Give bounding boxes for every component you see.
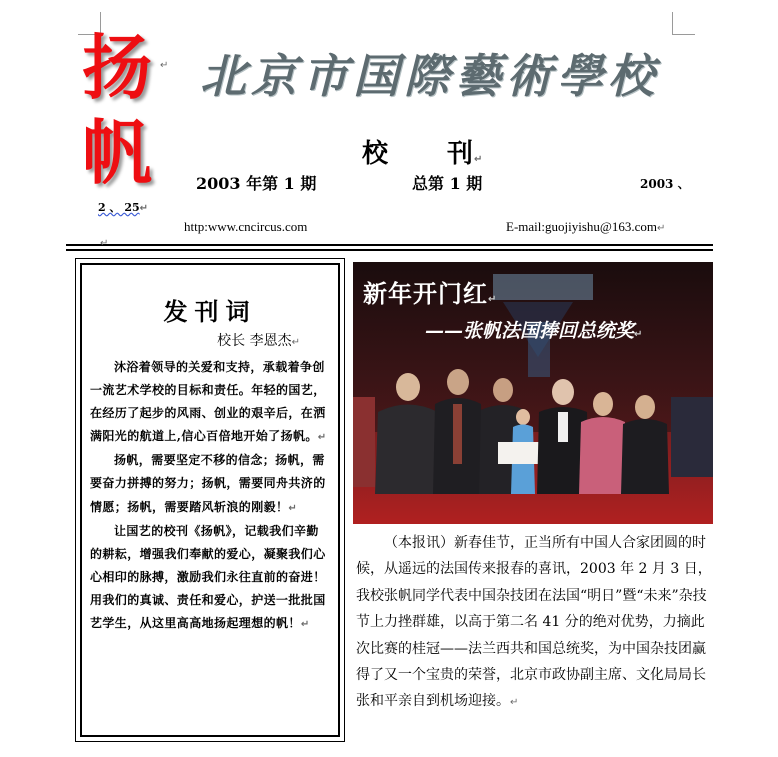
journal-title <box>362 133 483 170</box>
paragraph-mark: ↵ <box>100 238 109 249</box>
email-link[interactable] <box>506 219 665 235</box>
paragraph-mark: ↵ <box>288 502 298 514</box>
paragraph-mark: ↵ <box>657 223 666 234</box>
editorial-paragraph-1-text: 沐浴着领导的关爱和支持，承载着争创一流艺术学校的目标和责任。年轻的国艺，在经历了起步的风雨、创业的艰辛后，在洒满阳光的航道上,信心百倍地开始了扬帆。 <box>90 360 326 444</box>
photo-headline <box>363 274 497 309</box>
editorial-author <box>80 330 300 350</box>
school-name: 北京市国際藝術學校 <box>200 49 659 103</box>
paragraph-mark: ↵ <box>300 619 310 631</box>
crop-mark-top-right <box>672 12 695 35</box>
paragraph-mark: ↵ <box>160 60 169 71</box>
photo-subheadline <box>425 316 642 343</box>
editorial-paragraph-2 <box>90 449 330 519</box>
issue-date-part2-text: 2 、 25 <box>98 201 140 214</box>
paragraph-mark: ↵ <box>291 337 300 348</box>
journal-title-b: 刊 <box>447 139 475 169</box>
website-link[interactable]: http:www.cncircus.com <box>184 219 308 234</box>
paragraph-mark: ↵ <box>474 154 484 165</box>
paragraph-mark: ↵ <box>317 432 327 444</box>
news-article-text: （本报讯）新春佳节，正当所有中国人合家团圆的时候，从遥远的法国传来报春的喜讯，2003 年 2 月 3 日，我校张帆同学代表中国杂技团在法国“明日”暨“未来”杂技节上力挫群雄，以高于第二名 41 分的绝对优势，力摘此次比赛的桂冠——法兰西共和国总统奖，为中国杂技团赢得了又一个宝贵的荣誉，北京市政协副主席、文化局局长张和平亲自到机场迎接。 <box>356 535 712 710</box>
issue-date-part2 <box>98 199 148 215</box>
email-text: E-mail:guojiyishu@163.com <box>506 219 657 234</box>
photo-headline-text: 新年开门红 <box>363 280 488 308</box>
photo-subheadline-text: ——张帆法国捧回总统奖 <box>425 320 635 342</box>
header-rule-bottom <box>66 249 713 251</box>
editorial-body <box>90 356 330 636</box>
masthead-char-yang: 扬 <box>82 26 152 109</box>
header-rule-top <box>66 244 713 246</box>
paragraph-mark: ↵ <box>488 294 498 305</box>
paragraph-mark: ↵ <box>139 203 149 214</box>
news-article-paragraph <box>356 530 712 717</box>
masthead-char-fan: 帆 <box>82 111 152 194</box>
editorial-paragraph-3-text: 让国艺的校刊《扬帆》，记载我们辛勤的耕耘，增强我们奉献的爱心，凝聚我们心心相印的脉搏，激励我们永往直前的奋进！用我们的真诚、责任和爱心，护送一批批国艺学生，从这里高高地扬起理想的帆！ <box>90 523 326 631</box>
editorial-title: 发刊词 <box>163 298 257 326</box>
editorial-paragraph-3 <box>90 520 330 636</box>
issue-date-part1: 2003 、 <box>640 177 690 191</box>
paragraph-mark: ↵ <box>634 329 643 340</box>
editorial-author-text: 校长 李恩杰 <box>217 333 292 349</box>
news-article <box>356 530 712 717</box>
issue-year: 2003 年第 1 期 <box>196 174 317 193</box>
journal-title-a: 校 <box>362 139 390 169</box>
issue-total: 总第 1 期 <box>412 174 483 193</box>
news-photo <box>353 262 713 524</box>
editorial-paragraph-1 <box>90 356 330 449</box>
paragraph-mark: ↵ <box>510 697 519 709</box>
editorial-paragraph-2-text: 扬帆，需要坚定不移的信念；扬帆，需要奋力拼搏的努力；扬帆，需要同舟共济的情愿；扬帆，需要踏风斩浪的刚毅！ <box>90 453 326 514</box>
